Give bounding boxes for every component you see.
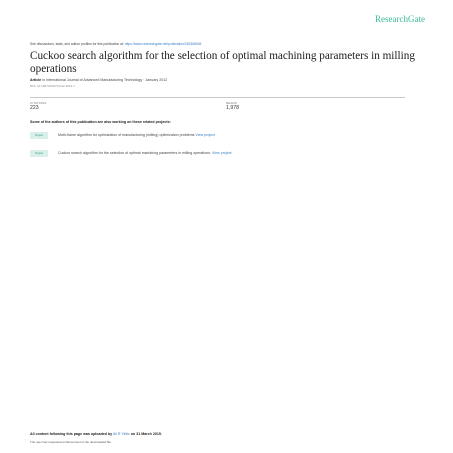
upload-middle: on — [130, 432, 136, 436]
project-badge: Project — [30, 132, 48, 139]
project-item — [30, 147, 232, 159]
upload-info — [30, 432, 162, 436]
researchgate-logo[interactable]: ResearchGate — [375, 14, 425, 24]
reads-count: 1,978 — [226, 105, 239, 111]
profile-disclaimer — [30, 42, 201, 46]
view-project-link[interactable]: View project — [212, 151, 232, 155]
upload-prefix: All content following this page was uploaded by — [30, 432, 113, 436]
project-item — [30, 129, 215, 141]
citations-count: 223 — [30, 105, 39, 111]
project-text — [58, 133, 215, 137]
uploader-link[interactable]: Ali R Yildiz — [112, 432, 130, 436]
divider — [30, 97, 405, 98]
upload-date: 31 March 2015. — [136, 432, 162, 436]
view-project-link[interactable]: View project — [195, 133, 215, 137]
publication-meta — [30, 78, 167, 82]
enhancement-note: The user has requested enhancement of the downloaded file. — [30, 440, 112, 444]
project-title: Cuckoo search algorithm for the selection of optimal machining parameters in milling operations. — [58, 151, 212, 155]
project-text — [58, 151, 232, 155]
project-badge: Project — [30, 150, 48, 157]
reads-label: READS — [226, 101, 237, 105]
related-projects-heading: Some of the authors of this publication are also working on these related projects: — [30, 120, 171, 124]
meta-in: in — [42, 78, 45, 82]
project-title: Moth-flame algorithm for optimization of manufacturing (milling) optimization problems — [58, 133, 195, 137]
publication-url-link[interactable]: https://www.researchgate.net/publication/263368945 — [124, 42, 202, 46]
publication-title: Cuckoo search algorithm for the selection of optimal machining parameters in milling operations — [30, 50, 415, 75]
citations-label: CITATIONS — [30, 101, 47, 105]
journal-name: International Journal of Advanced Manufacturing Technology · January 2012 — [46, 78, 168, 82]
publication-type: Article — [30, 78, 42, 82]
doi-text: DOI: 10.1007/s00170-012-4013-7 — [30, 84, 75, 88]
disclaimer-text: See discussions, stats, and author profiles for this publication at: — [30, 42, 125, 46]
